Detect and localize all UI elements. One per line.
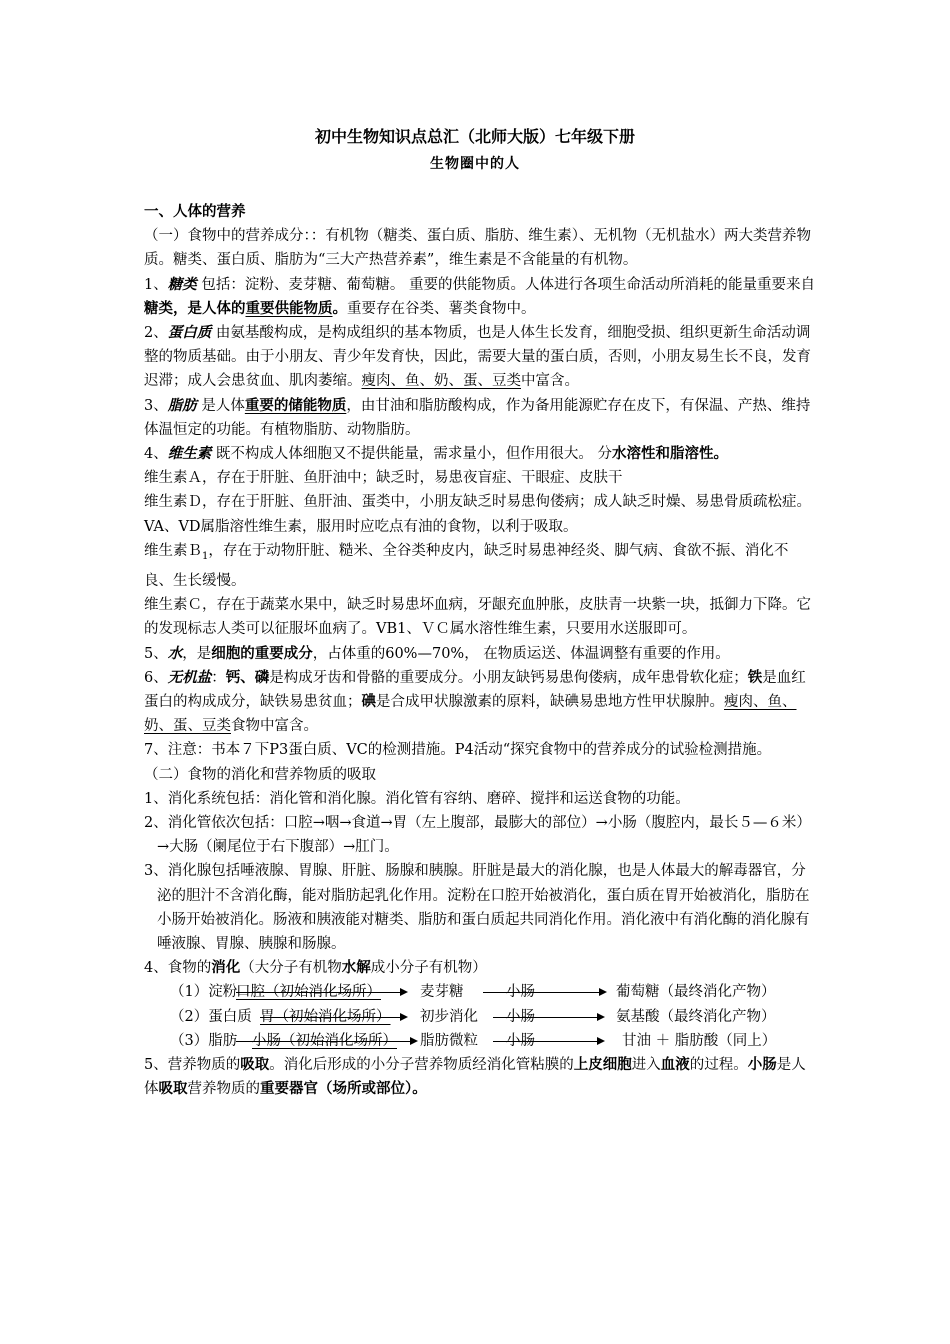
- bold-text: 水溶性和脂溶性。: [611, 445, 728, 463]
- text: 营养物质的: [187, 1081, 260, 1098]
- site-text: 胃（初始消化场所）: [260, 1008, 391, 1025]
- digestion-chain-protein: [144, 1005, 816, 1029]
- paragraph-carbohydrates: [144, 273, 816, 321]
- text: 是构成牙齿和骨骼的重要成分。小朋友缺钙易患佝偻病，成年患骨软化症；: [269, 669, 748, 686]
- text: 成小分子有机物）: [370, 960, 487, 977]
- arrow-icon: [493, 1017, 603, 1018]
- text: 5、营养物质的: [144, 1056, 241, 1073]
- text: 进入: [631, 1056, 661, 1073]
- chain-intermediate: 脂肪微粒: [420, 1032, 478, 1049]
- vitamin-a: 维生素Ａ，存在于肝脏、鱼肝油中；缺乏时，易患夜盲症、干眼症、皮肤干: [144, 470, 623, 487]
- bold-text: 水解: [341, 959, 371, 977]
- paragraph-minerals: [144, 666, 816, 739]
- bold-text: 吸取: [158, 1080, 188, 1098]
- bold-text: ，是人体的: [173, 299, 246, 317]
- item-number: 4、: [144, 446, 168, 463]
- text: 的过程。: [689, 1056, 748, 1073]
- chain-product: 甘油 ＋ 脂肪酸（同上）: [622, 1032, 777, 1049]
- term: 脂肪: [167, 396, 197, 414]
- arrow-icon: [493, 1041, 603, 1042]
- paragraph-protein: [144, 321, 816, 394]
- chain-intermediate: 初步消化: [420, 1008, 478, 1025]
- term: 无机盐: [167, 668, 212, 686]
- bold-text: 碘: [361, 692, 376, 710]
- document-title: 初中生物知识点总汇（北师大版）七年级下册: [314, 127, 635, 146]
- site-text: 口腔（初始消化场所）: [236, 984, 381, 1001]
- text: 是人体: [144, 1056, 806, 1098]
- chain-product: 葡萄糖（最终消化产物）: [616, 984, 776, 1001]
- vitamin-d: 维生素Ｄ，存在于肝脏、鱼肝油、蛋类中，小朋友缺乏时易患佝偻病；成人缺乏时燥、易患骨质疏松症。VA、VD属脂溶性维生素，服用时应吃点有油的食物，以利于吸取。: [144, 494, 811, 535]
- arrow-icon: [236, 992, 406, 993]
- chain-site-2: 小肠: [506, 1008, 535, 1025]
- chain-product: 氨基酸（最终消化产物）: [616, 1008, 776, 1025]
- text: ，存在于动物肝脏、糙米、全谷类种皮内，缺乏时易患神经炎、脚气病、食欲不振、消化不良、生长缓慢。: [144, 542, 789, 589]
- text: 。消化后形成的小分子营养物质经消化管粘膜的: [269, 1056, 574, 1073]
- text: ，占体重的60%—70%， 在物质运送、体温调整有重要的作用。: [312, 645, 730, 662]
- text: 维生素Ｂ: [144, 542, 202, 559]
- chain-intermediate: 麦芽糖: [420, 984, 464, 1001]
- arrow-icon: [260, 1017, 406, 1018]
- arrow-icon: [236, 1041, 416, 1042]
- underlined-bold-text: 重要的储能物质: [244, 396, 347, 414]
- text: 中富含。: [521, 373, 579, 390]
- text: （大分子有机物: [240, 960, 342, 977]
- text: 重要存在谷类、薯类食物中。: [347, 300, 536, 317]
- term: 蛋白质: [167, 324, 212, 342]
- item-number: 6、: [144, 669, 168, 686]
- paragraph-vitamins: [144, 442, 816, 466]
- term: 水: [167, 644, 183, 662]
- vitamin-c: 维生素Ｃ，存在于蔬菜水果中，缺乏时易患坏血病，牙龈充血肿胀，皮肤青一块紫一块，抵御力下降。它的发现标志人类可以征服坏血病了。VB1、ＶＣ属水溶性维生素，只要用水送服即可。: [144, 597, 811, 638]
- text: 4、食物的: [144, 960, 212, 977]
- text: 既不构成人体细胞又不提供能量，需求量小，但作用很大。 分: [211, 446, 612, 463]
- subscript: 1: [202, 550, 209, 562]
- intro-paragraph: （一）食物中的营养成分：：有机物（糖类、蛋白质、脂肪、维生素）、无机物（无机盐水）两大类营养物质。糖类、蛋白质、脂肪为“三大产热营养素”，维生素是不含能量的有机物。: [144, 228, 811, 269]
- digestion-item-1: 1、消化系统包括：消化管和消化腺。消化管有容纳、磨碎、搅拌和运送食物的功能。: [144, 790, 690, 807]
- digestion-item-5: [144, 1053, 816, 1101]
- bold-text: 小肠: [747, 1055, 777, 1073]
- item-number: 3、: [144, 397, 168, 414]
- section-subheading: （二）食物的消化和营养物质的吸取: [144, 766, 376, 783]
- paragraph-note: 7、注意：书本７下P3蛋白质、VC的检测措施。P4活动“探究食物中的营养成分的试验检测措施。: [144, 742, 772, 759]
- chain-label: （3）脂肪: [170, 1032, 238, 1049]
- paragraph-fat: [144, 394, 816, 442]
- paragraph-water: [144, 642, 816, 666]
- text: 是血红蛋白的构成成分，缺铁易患贫血；: [144, 669, 806, 710]
- document-subtitle: 生物圈中的人: [430, 156, 520, 172]
- digestion-chain-starch: [144, 980, 816, 1004]
- digestion-item-3: 3、消化腺包括唾液腺、胃腺、肝脏、肠腺和胰腺。肝脏是最大的消化腺，也是人体最大的解毒器官，分泌的胆汁不含消化酶，能对脂肪起乳化作用。淀粉在口腔开始被消化，蛋白质在胃开始被消化，脂肪在小肠开始被消化。肠液和胰液能对糖类、脂肪和蛋白质起共同消化作用。消化液中有消化酶的消化腺有唾液腺、胃腺、胰腺和肠腺。: [144, 863, 810, 952]
- text: 是合成甲状腺激素的原料，缺碘易患地方性甲状腺肿。: [376, 693, 724, 710]
- digestion-item-2: 2、消化管依次包括：口腔→咽→食道→胃（左上腹部，最膨大的部位）→小肠（腹腔内，最长５—６米）→大肠（阑尾位于右下腹部）→肛门。: [144, 814, 811, 856]
- underlined-text: 瘦肉、鱼、奶、蛋、豆类: [144, 693, 797, 735]
- vitamin-b: [144, 539, 816, 593]
- bold-text: 钙、磷: [225, 668, 270, 686]
- term: 糖类: [167, 275, 197, 293]
- bold-text: 上皮细胞: [573, 1055, 632, 1073]
- chain-label: （2）蛋白质: [170, 1008, 252, 1025]
- site-text: 小肠（初始消化场所）: [252, 1032, 397, 1049]
- underlined-text: 瘦肉、鱼、奶、蛋、豆类: [361, 373, 521, 390]
- chain-label: （1）淀粉: [170, 984, 238, 1001]
- document-body: [144, 200, 816, 1101]
- bold-text: 吸取: [240, 1055, 270, 1073]
- bold-text: 重要器官（场所或部位）。: [260, 1080, 427, 1098]
- text: 是人体: [196, 397, 245, 414]
- bold-text: 铁: [747, 668, 763, 686]
- text: 由氨基酸构成，是构成组织的基本物质，也是人体生长发育，细胞受损、组织更新生命活动调整的物质基础。由于小朋友、青少年发育快，因此，需要大量的蛋白质，否则，小朋友易生长不良，发育迟滞；成人会患贫血、肌肉萎缩。: [144, 325, 811, 390]
- item-number: 2、: [144, 325, 168, 342]
- arrow-icon: [483, 992, 605, 993]
- bold-text: 消化: [211, 959, 241, 977]
- item-number: 5、: [144, 645, 168, 662]
- chain-site-2: 小肠: [506, 984, 535, 1001]
- underlined-bold-text: 重要供能物质: [245, 299, 333, 317]
- text: ，由甘油和脂肪酸构成，作为备用能源贮存在皮下，有保温、产热、维持体温恒定的功能。有植物脂肪、动物脂肪。: [144, 397, 811, 438]
- digestion-item-4: [144, 956, 816, 980]
- digestion-chain-fat: [144, 1029, 816, 1053]
- bold-text: 细胞的重要成分: [211, 644, 313, 662]
- bold-text: 血液: [660, 1055, 690, 1073]
- text: ，是: [182, 645, 212, 662]
- text: 包括：淀粉、麦芽糖、葡萄糖。 重要的供能物质。人体进行各项生命活动所消耗的能量重要来自: [196, 276, 815, 293]
- section-heading: 一、人体的营养: [144, 203, 246, 220]
- text: ：: [211, 669, 226, 686]
- text: 食物中富含。: [231, 718, 318, 735]
- bold-text: 。: [332, 299, 347, 317]
- term: 维生素: [167, 445, 212, 463]
- item-number: 1、: [144, 276, 168, 293]
- chain-site-2: 小肠: [506, 1032, 535, 1049]
- bold-text: 糖类: [144, 299, 173, 317]
